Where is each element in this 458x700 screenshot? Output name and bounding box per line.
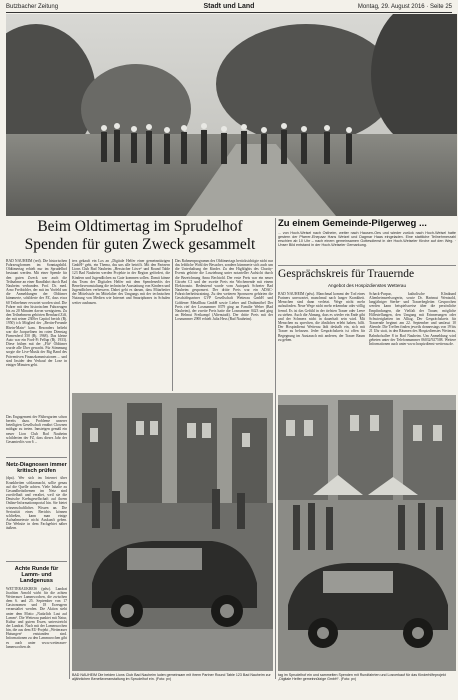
oldtimer-photo — [72, 393, 273, 671]
sprudelhof-photo-caption: tag im Sprudelhof ein und sammelten Spenden mit Rundfahrten und Losverkauf für das Kinderhilfeprojekt „Digitale Helfer gemeinnützige GmbH“. (Foto: pv) — [278, 673, 446, 682]
lamm-article — [6, 563, 67, 679]
sprudelhof-photo — [278, 395, 456, 671]
gemeinde-headline: Zu einem Gemeinde-Pilgerweg ... — [278, 218, 427, 229]
main-article-col2: Das Engagement der Flübergarten schon bereits dazu. Probleme unserer beteiligten Gesellschaft ernährt Clownen mitbgar zu treten. Innsteigen gemäß ein neuer Lion Club Bad Nauheim schilderten der FZ, dass dieses Jahr der Gesamterlös von 6 ... — [6, 415, 67, 444]
pilgrim-group-photo-image — [6, 14, 457, 216]
netz-article — [6, 459, 67, 559]
main-article-col4: Das Rahmenprogramm des Oldtimertags berücksichtigte nicht nur das leibliche Wohl der Besucher, sondern kümmerte sich auch um die Unterhaltung der Kinder. Zu den Highlights des Charity-Events gehörte die Losziehung unter notarieller Aufsicht durch die Bezeichnung Anna Bechtold. Der erste Preis war ein neuer Citroën C1 und der zweite Preis ein Wochenende mit einem Elektroauto. Bedeutend wurde vom Autopark Schreier Bad Nauheim gesponsert. Der dritte Preis war ein ADAC-Fahrsicherheitstraining. Zu den weiteren Sponsoren gehörten die Geschäftspartner GVP Gesellschaft Wetterau GmbH und Goldener Metallbau GmbH sowie Lieber und Drahtmöbel Der Preis rief der Losnummer 0379 ging an Familie Weber (Bad Nauheim), der zweite Preis hatte die Losnummer 0423 und ging an Helmut Freikampf (Altenstadt). Der dritte Preis mit der Losnummer 2900 erhielt Julia Hess (Bad Nauheim). — [175, 259, 273, 322]
section-title: Stadt und Land — [203, 3, 255, 10]
netz-body: (dpa). Wer sich im Internet über Krankheiten schlaumacht, sollte genau auf die Quelle achten. Viele Inhalte zu Gesundheitsthemen im Netz sind zweifelhaft und veraltet, weil sie die Deutsche Krebsgesellschaft auf ihrem Online-Informationsportal hin. Sie bietet wissenschaftliches Wissen an. Die Seriosität eines Berichts können schließen, kann man einige Aufnahmetexte nicht Auskunft geben. Die Website in dem Fachgebiet näher äußern. — [6, 476, 67, 531]
main-headline-2: Spenden für guten Zweck gesammelt — [24, 236, 256, 253]
netz-title: Netz-Diagnosen immer kritisch prüfen — [6, 462, 67, 475]
main-article-col3: ters gekauft ein Los an „Digitale Helfer einer gemeinnützigen GmbH“ geht, ein Thema, das uns alle betrifft. Mit den Partnern Lions Club Bad Nauheim „Hessischer Löwe“ und Round Table 123 Bad Nauheim werden Projekte in der Region gefördert, die Kindern und Jugendlichen zu Gute kommen sollen. Damit könne das Team der Digitalen Helfer mit dem Spendenerlös der Benefizveranstaltung die technische Ausstattung von Kindern und Jugendlichen verbessern. Dabei geht es darum, dass Mitarbeiter der Mittelstufe im Mittelalter des Umgangs mit der technischen Nutzung von Medien wie Internet und Smartphones in Schulen weiter ausbauen. — [72, 259, 170, 305]
page-header — [6, 2, 452, 13]
newspaper-name: Butzbacher Zeitung — [6, 4, 59, 10]
sprudelhof-photo-image — [278, 395, 456, 671]
gemeinde-body: ... von Hoch-Weisel nach Ostheim, weiter nach Hausen-Oes und wieder zurück nach Hoch-Weisel hatte gestern der Pfarrer-Ehepaar Hans Wetzel und Dagmar Haas eingeladen. Eine stattliche Teilnehmerzahl erschien ab 10 Uhr – nach einem gemeinsamen Gottesdienst in der Hoch-Weiseler Kirche auf den Weg. · Unser Bild entstand in der Hoch-Weiseler Gemarkung. — [278, 231, 456, 248]
oldtimer-photo-caption: BAD NAUHEIM Die beiden Lions Club Bad Nauheim luden gemeinsam mit ihrem Partner Round Table 123 Bad Nauheim zur aljährlichen Benefizveranstaltung im Sprudelhof ein. (Foto: pv) — [72, 673, 271, 682]
main-headline-1: Beim Oldtimertag im Sprudelhof — [37, 218, 243, 235]
trauer-col1: BAD NAUHEIM (pdw). Manchmal kommt der Tod eines Partners unerwartet, manchmal nach langer Krankheit. Menschen sind dann verletzt. Wege nicht mehr aufzufinden. Neue Wege nicht mehr erkennbar oder völlig fremd. Es ist das Gefühl in der tiefsten Trauer oder Leere zu stehen. Auch die Ahnung, dass es wieder ein Ende gibt und der Schmerz nicht in dauerhaft sein wird. Mit Menschen zu sprechen, die ähnliches erlebt haben, hilft. Der Hospizdienst Wetterau lädt deshalb ein, sich mit Trauer zu befassen. Jeder Gesprächskreis ist offen für Begegnung im Austausch mit anderen, der Trauer Raum zu geben. — [278, 292, 365, 342]
lamm-title: Achte Runde für Lamm- und Landgenuss — [14, 566, 59, 585]
trauer-subtitle: Angebot des Hospizdienstes Wetterau — [327, 283, 407, 288]
date-page: Montag, 29. August 2016 · Seite 25 — [357, 4, 452, 10]
pilgrim-group-photo — [6, 14, 457, 216]
main-article-col1: BAD NAUHEIM (red). Die historischen Fahrzeugformen im Sonntagsbild. Oldtimertag erhielt nur im Sprudelhof bestaunt werden. Mit einer Spende für den guten Zweck war auch die Teilnahme an einer Rundfahrt durch Bad Nauheim verbunden. Prof. Dr. med. Arno Freibichler, der mit im Vorfeld um die Anmeldungen der Oldtimer kümmerte, schilderte der FZ, dass etwa 60 Teilnehmer erwartet worden sind. Die Fahrer mit den historischen Fahrzeugen bis zu 20 Minuten davon wenigstens. Zu den Teilnehmern gehörten Bernhard Ziff, der mit seiner 2300er Capitol berich (Bj. 1950) ich Mitglied der „Bertin-Freunde Rhein-Main“ kam. Besonders beliebt war die Jacquelinen im roten Dienstag Firmenferd 350 (Bj. 1968). Das kleine Auto war ein Ford-Fi Fellup (Bj. 1933). Diese frühen mit der „Flü“ Oldtimer wurde alle Über gewacht. Für Stimmung sorgte die Live-Musik der Big Band des Präventiven Finanzkommissionen ... und sind Insider den Verkauf der Lose in einiger Minuten geht. — [6, 259, 67, 367]
lamm-body: WETTERAUKREIS (pdw). Landrat Joachim Arnold wirbt für die achten Wetterauer Lammwochen, die zwischen dem 6. und 25. September von 17 Gastronomen und 18 Erzeugern veranstaltet werden. Die Aktion steht unter dem Motto „Natürlich Lust auf Lamm“. Die Wetterau punktet mit Natur, Kultur und gutem Essen, unterstreicht der Landrat. Nach mit der Lammwochen hin, die aus dem EU-Projekt „Wetterauer Hutungen“ entstanden sind. Informationen zu den Lammwochen gibt es auch unter www.wetterauer-lammwochen.de. — [6, 586, 67, 649]
trauer-headline: Gesprächskreis für Trauernde — [278, 268, 415, 280]
trauer-col2: Schack-Purpur, katholische Klinikund Altenheimseelsorgerin, sowie Dr. Hartmut Wentzold, langjähriger Sterbe- und Trauerbegleiter. Gesprochen werden kann beispielsweise über die persönliche Empfindungen, die Vielfalt der Trauer, mögliche Hilfestellungen, den Umgang mit Erinnerungen oder Schwierigkeiten im Alltag. Der Gesprächskreis für Trauernde beginnt am 22. September und umfasst 10 Abende. Die Treffen finden jeweils donnerstags von 19 bis 21 Uhr statt, in den Räumen des Hospizdienstes Wetterau, Bahnhofsallee 8 in Bad Nauheim. Um Anmeldung wird gebeten unter der Telefonnummer 06032/927508. Weitere Informationen auch unter www.hospizdienst-wetterau.de. — [369, 292, 456, 346]
oldtimer-photo-image — [72, 393, 273, 671]
